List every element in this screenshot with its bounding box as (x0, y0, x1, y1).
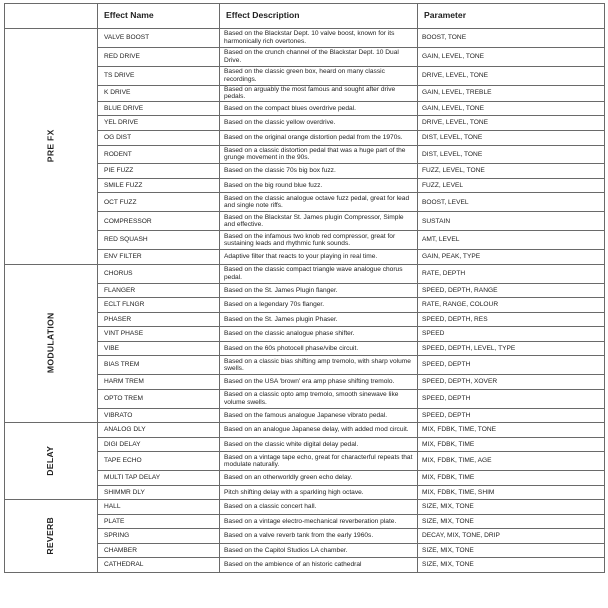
effect-description-cell: Based on the Blackstar St. James plugin Compressor, Simple and effective. (220, 212, 418, 231)
effect-name-cell: OCT FUZZ (98, 193, 220, 212)
effect-name-cell: VIBE (98, 341, 220, 356)
parameter-cell: SIZE, MIX, TONE (418, 558, 605, 573)
parameter-cell: DRIVE, LEVEL, TONE (418, 116, 605, 131)
effect-name-cell: BIAS TREM (98, 356, 220, 375)
table-row (5, 423, 605, 438)
parameter-cell: DRIVE, LEVEL, TONE (418, 66, 605, 85)
group-label: MODULATION (45, 312, 56, 374)
effect-description-cell: Based on the St. James Plugin flanger. (220, 283, 418, 298)
effect-name-cell: VIBRATO (98, 408, 220, 423)
effect-description-cell: Based on an otherworldly green echo delay. (220, 471, 418, 486)
parameter-cell: MIX, FDBK, TIME (418, 437, 605, 452)
effect-description-cell: Adaptive filter that reacts to your playing in real time. (220, 250, 418, 265)
effect-description-cell: Based on a legendary 70s flanger. (220, 298, 418, 313)
effect-description-cell: Based on a valve reverb tank from the early 1960s. (220, 529, 418, 544)
effect-name-cell: COMPRESSOR (98, 212, 220, 231)
parameter-cell: RATE, DEPTH (418, 264, 605, 283)
header-effect-name: Effect Name (98, 4, 220, 29)
parameter-cell: BOOST, TONE (418, 29, 605, 48)
effect-name-cell: FLANGER (98, 283, 220, 298)
effect-description-cell: Based on the classic white digital delay pedal. (220, 437, 418, 452)
effect-name-cell: CHAMBER (98, 543, 220, 558)
effect-name-cell: PHASER (98, 312, 220, 327)
parameter-cell: SPEED, DEPTH (418, 356, 605, 375)
effect-name-cell: CATHEDRAL (98, 558, 220, 573)
effect-name-cell: RED DRIVE (98, 47, 220, 66)
table-row (5, 29, 605, 48)
header-row (5, 4, 605, 29)
effect-name-cell: CHORUS (98, 264, 220, 283)
effect-description-cell: Based on the infamous two knob red compressor, great for sustaining leads and rhythmic funk sounds. (220, 231, 418, 250)
effect-description-cell: Based on a classic concert hall. (220, 500, 418, 515)
effect-description-cell: Based on the 60s photocell phase/vibe circuit. (220, 341, 418, 356)
effect-description-cell: Based on the original orange distortion pedal from the 1970s. (220, 130, 418, 145)
effect-name-cell: K DRIVE (98, 85, 220, 101)
effect-name-cell: ENV FILTER (98, 250, 220, 265)
parameter-cell: MIX, FDBK, TIME, TONE (418, 423, 605, 438)
parameter-cell: AMT, LEVEL (418, 231, 605, 250)
effect-name-cell: HALL (98, 500, 220, 515)
parameter-cell: SIZE, MIX, TONE (418, 514, 605, 529)
parameter-cell: MIX, FDBK, TIME, SHIM (418, 485, 605, 500)
effect-name-cell: SHIMMR DLY (98, 485, 220, 500)
header-effect-description: Effect Description (220, 4, 418, 29)
effect-name-cell: OPTO TREM (98, 389, 220, 408)
group-label-cell (5, 264, 98, 423)
effect-name-cell: DIGI DELAY (98, 437, 220, 452)
effect-name-cell: RODENT (98, 145, 220, 164)
effect-description-cell: Based on the ambience of an historic cathedral (220, 558, 418, 573)
effect-name-cell: BLUE DRIVE (98, 101, 220, 116)
effect-description-cell: Based on a vintage tape echo, great for characterful repeats that modulate naturally. (220, 452, 418, 471)
effect-description-cell: Based on the classic compact triangle wave analogue chorus pedal. (220, 264, 418, 283)
parameter-cell: GAIN, LEVEL, TONE (418, 101, 605, 116)
effect-description-cell: Based on a vintage electro-mechanical reverberation plate. (220, 514, 418, 529)
group-label: PRE FX (45, 129, 56, 163)
effects-table-container (4, 3, 604, 573)
effect-description-cell: Based on an analogue Japanese delay, with added mod circuit. (220, 423, 418, 438)
effect-description-cell: Based on the USA 'brown' era amp phase shifting tremolo. (220, 375, 418, 390)
effect-name-cell: TAPE ECHO (98, 452, 220, 471)
effect-description-cell: Based on the compact blues overdrive pedal. (220, 101, 418, 116)
parameter-cell: SPEED, DEPTH, RES (418, 312, 605, 327)
effects-table (4, 3, 605, 573)
effect-description-cell: Based on the Capitol Studios LA chamber. (220, 543, 418, 558)
header-parameter: Parameter (418, 4, 605, 29)
effect-name-cell: HARM TREM (98, 375, 220, 390)
effect-name-cell: SPRING (98, 529, 220, 544)
parameter-cell: SPEED, DEPTH, XOVER (418, 375, 605, 390)
parameter-cell: MIX, FDBK, TIME, AGE (418, 452, 605, 471)
effect-name-cell: VINT PHASE (98, 327, 220, 342)
effect-name-cell: VALVE BOOST (98, 29, 220, 48)
effect-description-cell: Based on the classic analogue phase shifter. (220, 327, 418, 342)
parameter-cell: SPEED, DEPTH, RANGE (418, 283, 605, 298)
parameter-cell: BOOST, LEVEL (418, 193, 605, 212)
parameter-cell: SPEED, DEPTH (418, 389, 605, 408)
effect-name-cell: MULTI TAP DELAY (98, 471, 220, 486)
effect-description-cell: Based on the classic 70s big box fuzz. (220, 164, 418, 179)
parameter-cell: SIZE, MIX, TONE (418, 543, 605, 558)
parameter-cell: GAIN, LEVEL, TREBLE (418, 85, 605, 101)
effect-name-cell: ANALOG DLY (98, 423, 220, 438)
effects-table-body (5, 29, 605, 573)
effect-description-cell: Based on a classic opto amp tremolo, smooth sinewave like volume swells. (220, 389, 418, 408)
group-label-cell (5, 500, 98, 573)
effect-description-cell: Based on the classic yellow overdrive. (220, 116, 418, 131)
effect-name-cell: ECLT FLNGR (98, 298, 220, 313)
group-label: REVERB (45, 516, 56, 555)
parameter-cell: DIST, LEVEL, TONE (418, 145, 605, 164)
effect-description-cell: Based on arguably the most famous and sought after drive pedals. (220, 85, 418, 101)
group-label-cell (5, 423, 98, 500)
effect-description-cell: Based on the St. James plugin Phaser. (220, 312, 418, 327)
effect-description-cell: Based on the classic analogue octave fuzz pedal, great for lead and single note riffs. (220, 193, 418, 212)
parameter-cell: FUZZ, LEVEL, TONE (418, 164, 605, 179)
effect-description-cell: Based on the crunch channel of the Blackstar Dept. 10 Dual Drive. (220, 47, 418, 66)
effect-description-cell: Based on the Blackstar Dept. 10 valve boost, known for its harmonically rich overtones. (220, 29, 418, 48)
parameter-cell: RATE, RANGE, COLOUR (418, 298, 605, 313)
effect-name-cell: TS DRIVE (98, 66, 220, 85)
parameter-cell: SPEED (418, 327, 605, 342)
effect-description-cell: Pitch shifting delay with a sparkling high octave. (220, 485, 418, 500)
effect-description-cell: Based on the famous analogue Japanese vibrato pedal. (220, 408, 418, 423)
parameter-cell: SUSTAIN (418, 212, 605, 231)
parameter-cell: SIZE, MIX, TONE (418, 500, 605, 515)
parameter-cell: GAIN, LEVEL, TONE (418, 47, 605, 66)
effect-description-cell: Based on the classic green box, heard on many classic recordings. (220, 66, 418, 85)
parameter-cell: GAIN, PEAK, TYPE (418, 250, 605, 265)
effect-name-cell: PLATE (98, 514, 220, 529)
parameter-cell: FUZZ, LEVEL (418, 178, 605, 193)
effect-description-cell: Based on a classic distortion pedal that was a huge part of the grunge movement in the 90s. (220, 145, 418, 164)
effect-name-cell: YEL DRIVE (98, 116, 220, 131)
header-group (5, 4, 98, 29)
table-row (5, 500, 605, 515)
effect-description-cell: Based on a classic bias shifting amp tremolo, with sharp volume swells. (220, 356, 418, 375)
effect-name-cell: OG DIST (98, 130, 220, 145)
parameter-cell: DECAY, MIX, TONE, DRIP (418, 529, 605, 544)
effect-name-cell: SMILE FUZZ (98, 178, 220, 193)
effect-description-cell: Based on the big round blue fuzz. (220, 178, 418, 193)
effect-name-cell: RED SQUASH (98, 231, 220, 250)
parameter-cell: SPEED, DEPTH, LEVEL, TYPE (418, 341, 605, 356)
group-label-cell (5, 29, 98, 265)
parameter-cell: DIST, LEVEL, TONE (418, 130, 605, 145)
parameter-cell: MIX, FDBK, TIME (418, 471, 605, 486)
effect-name-cell: PIE FUZZ (98, 164, 220, 179)
parameter-cell: SPEED, DEPTH (418, 408, 605, 423)
table-row (5, 264, 605, 283)
group-label: DELAY (45, 445, 56, 476)
